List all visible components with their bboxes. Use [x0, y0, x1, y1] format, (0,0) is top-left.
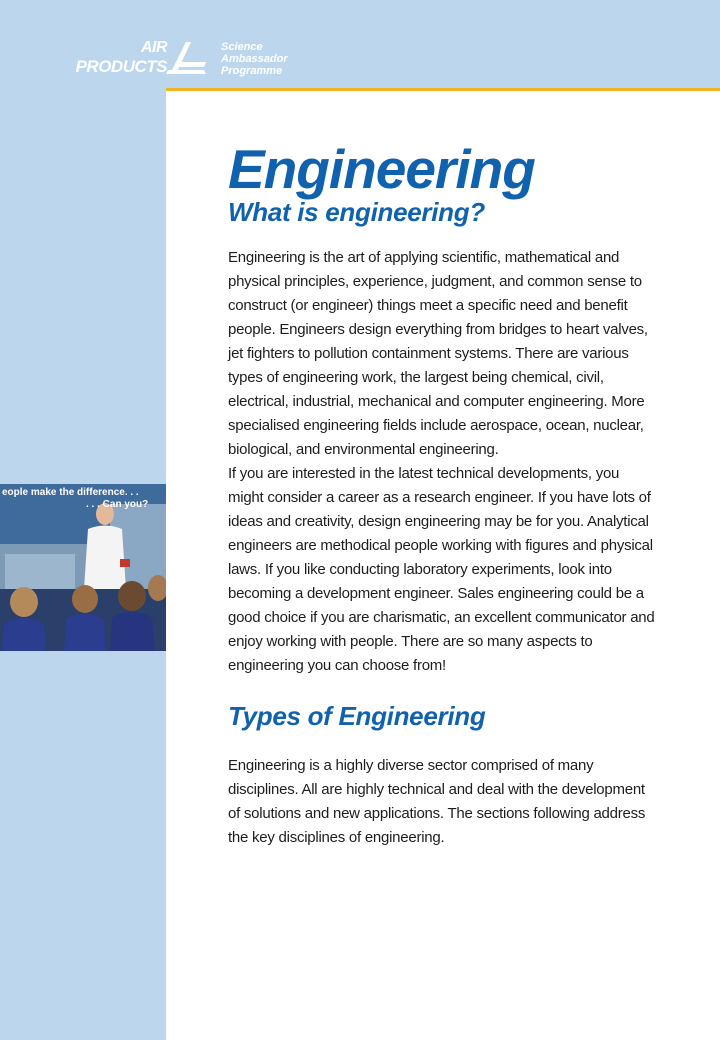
logo-programme-text	[221, 41, 288, 77]
body-paragraph: If you are interested in the latest technical developments, you might consider a career as a research engineer. If you have lots of ideas and creativity, design engineering may be for you. Analytical engineers are methodical people working with figures and physical laws. If you like conducting laboratory experiments, look into becoming a development engineer. Sales engineering could be a good choice if you are charismatic, an excellent communicator and enjoy working with people. There are so many aspects to engineering you can choose from!	[228, 465, 655, 674]
logo-brand-line1: AIR	[140, 39, 167, 56]
section-heading-types-of-engineering: Types of Engineering	[228, 701, 486, 731]
air-products-logo-icon	[160, 40, 208, 76]
classroom-photo	[0, 484, 166, 651]
photo-caption: . . . Can you?	[86, 499, 149, 510]
page-title: Engineering	[228, 138, 535, 200]
logo-programme-line: Ambassador	[221, 53, 288, 65]
photo-caption: eople make the difference. . .	[2, 487, 139, 498]
logo-programme-line: Programme	[221, 65, 283, 77]
section-heading-what-is-engineering: What is engineering?	[228, 197, 485, 227]
main-content	[228, 136, 658, 850]
body-paragraph: Engineering is a highly diverse sector comprised of many disciplines. All are highly technical and deal with the development of solutions and new applications. The sections following address the key disciplines of engineering.	[228, 757, 646, 846]
body-paragraph: Engineering is the art of applying scientific, mathematical and physical principles, experience, judgment, and common sense to construct (or engineer) things meet a specific need and benefit people. Engineers design everything from bridges to heart valves, jet fighters to pollution containment systems. There are various types of engineering work, the largest being chemical, civil, electrical, industrial, mechanical and computer engineering. More specialised engineering fields include aerospace, ocean, nuclear, biological, and environmental engineering.	[228, 249, 648, 458]
logo-programme-line: Science	[221, 41, 263, 53]
gold-divider-rule	[166, 88, 720, 91]
logo-brand-line2: PRODUCTS	[75, 57, 167, 76]
